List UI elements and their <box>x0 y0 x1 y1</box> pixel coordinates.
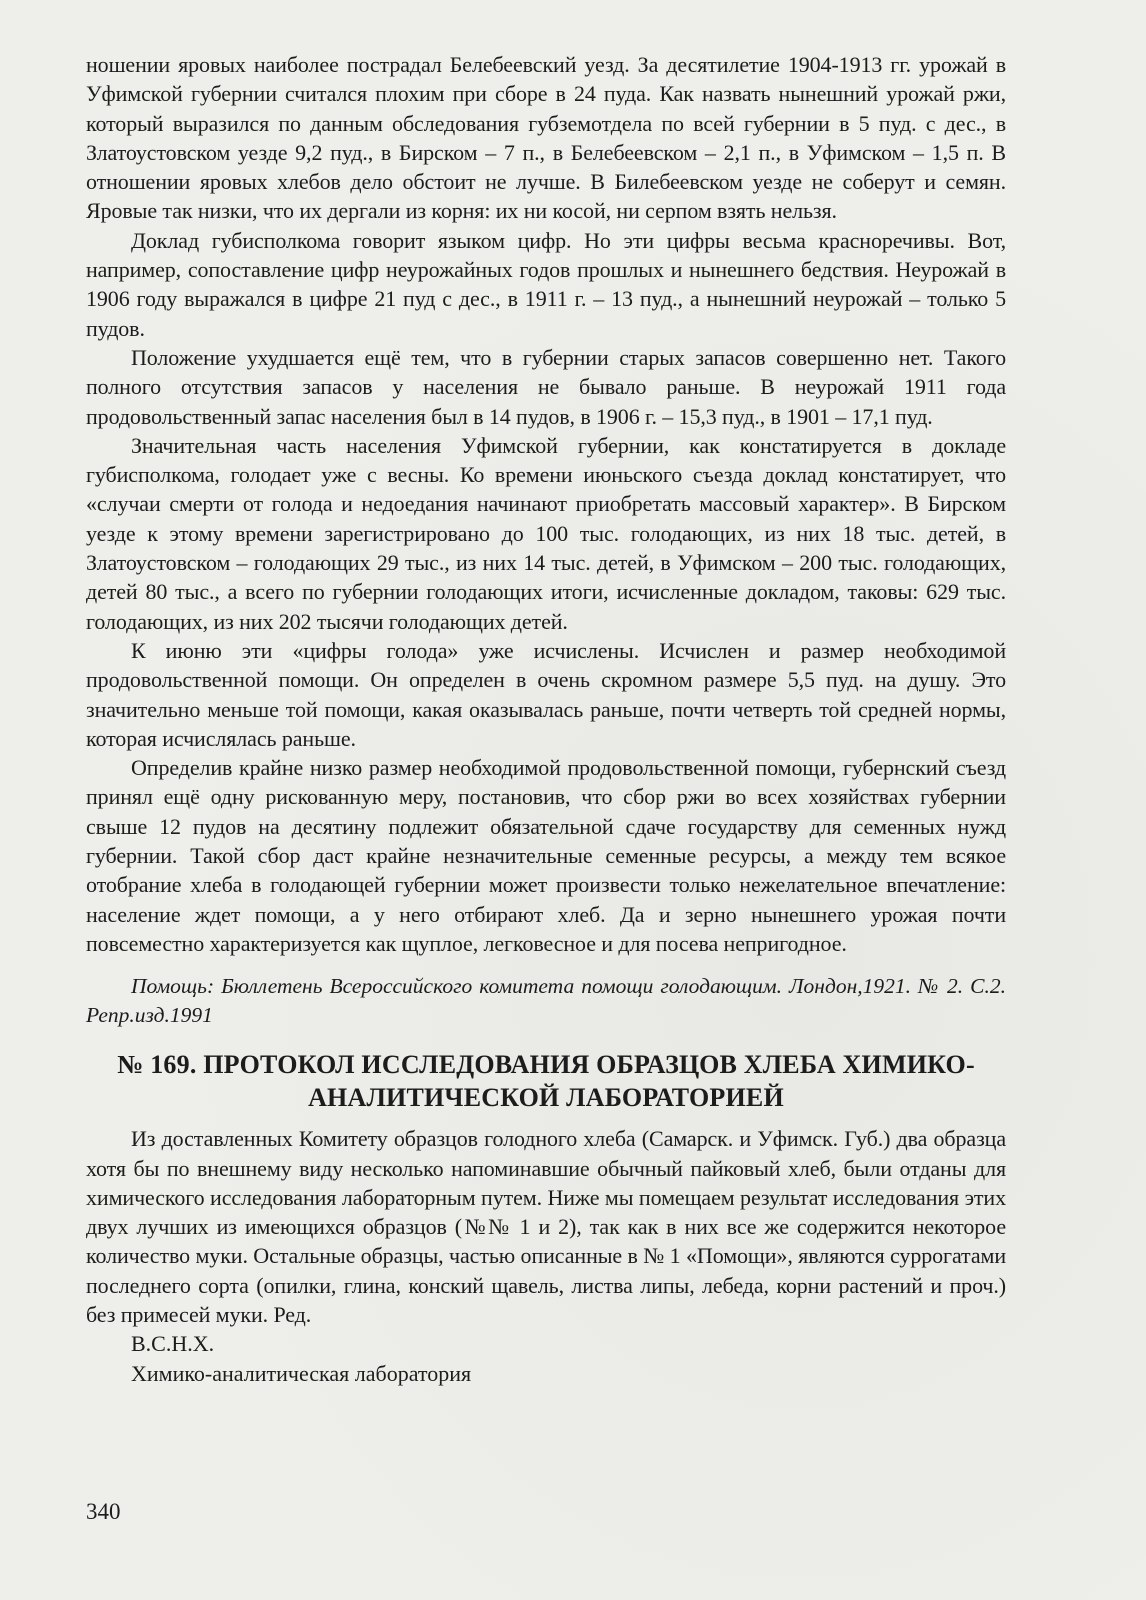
paragraph-starving-population: Значительная часть населения Уфимской губернии, как констатируется в докладе губисполкома, голодает уже с весны. Ко времени июньского съезда доклад констатирует, что «случаи смерти от голода и недоедания начинают приобретать массовый характер». В Бирском уезде к этому времени зарегистрировано до 100 тыс. голодающих, из них 18 тыс. детей, в Златоустовском – голодающих 29 тыс., из них 14 тыс. детей, в Уфимском – 200 тыс. голодающих, детей 80 тыс., а всего по губернии голодающих итоги, исчисленные докладом, таковы: 629 тыс. голодающих, из них 202 тысячи голодающих детей. <box>86 432 1006 634</box>
paragraph-food-aid: К июню эти «цифры голода» уже исчислены. Исчислен и размер необходимой продовольственной помощи. Он определен в очень скромном размере 5,5 пуд. на душу. Это значительно меньше той помощи, какая оказывалась раньше, почти четверть той средней нормы, которая исчислялась раньше. <box>86 637 1006 751</box>
signature-organization: Химико-аналитическая лаборатория <box>131 1360 472 1386</box>
page-number: 340 <box>86 1499 121 1524</box>
source-citation: Помощь: Бюллетень Всероссийского комитета помощи голодающим. Лондон,1921. № 2. С.2. Репр.изд.1991 <box>86 974 1006 1028</box>
paragraph-continuation: ношении яровых наиболее пострадал Белебеевский уезд. За десятилетие 1904-1913 гг. урожай в Уфимской губернии считался плохим при сборе в 24 пуда. Как назвать нынешний урожай ржи, который выразился по данным обследования губземотдела по всей губернии в 5 пуд. с дес., в Златоустовском уезде 9,2 пуд., в Бирском – 7 п., в Белебеевском – 2,1 п., в Уфимском – 1,5 п. В отношении яровых хлебов дело обстоит не лучше. В Билебеевском уезде не соберут и семян. Яровые так низки, что их дергали из корня: их ни косой, ни серпом взять нельзя. <box>86 52 1006 224</box>
paragraph-report-figures: Доклад губисполкома говорит языком цифр. Но эти цифры весьма красноречивы. Вот, например, сопоставление цифр неурожайных годов прошлых и нынешнего бедствия. Неурожай в 1906 году выражался в цифре 21 пуд с дес., в 1911 г. – 13 пуд., а нынешний неурожай – только 5 пудов. <box>86 227 1006 341</box>
paragraph-grain-requisition: Определив крайне низко размер необходимой продовольственной помощи, губернский съезд принял ещё одну рискованную меру, постановив, что сбор ржи во всех хозяйствах губернии свыше 12 пудов на десятину подлежит обязательной сдаче государству для семенных нужд губернии. Такой сбор даст крайне незначительные семенные ресурсы, а между тем всякое отобрание хлеба в голодающей губернии может произвести только нежелательное впечатление: население ждет помощи, а у него отбирают хлеб. Да и зерно нынешнего урожая почти повсеместно характеризуется как щуплое, легковесное и для посева непригодное. <box>86 755 1006 956</box>
document-title: № 169. ПРОТОКОЛ ИССЛЕДОВАНИЯ ОБРАЗЦОВ ХЛЕБА ХИМИКО-АНАЛИТИЧЕСКОЙ ЛАБОРАТОРИЕЙ <box>117 1050 975 1113</box>
signature-initials: В.С.Н.Х. <box>131 1331 215 1357</box>
paragraph-reserves: Положение ухудшается ещё тем, что в губернии старых запасов совершенно нет. Такого полного отсутствия запасов у населения не бывало раньше. В неурожай 1911 года продовольственный запас населения был в 14 пудов, в 1906 г. – 15,3 пуд., в 1901 – 17,1 пуд. <box>86 344 1006 429</box>
paragraph-lab-intro: Из доставленных Комитету образцов голодного хлеба (Самарск. и Уфимск. Губ.) два образца хотя бы по внешнему виду несколько напоминавшие обычный пайковый хлеб, были отданы для химического исследования лабораторным путем. Ниже мы помещаем результат исследования этих двух лучших из имеющихся образцов (№№ 1 и 2), так как в них все же содержится некоторое количество муки. Остальные образцы, частью описанные в № 1 «Помощи», являются суррогатами последнего сорта (опилки, глина, конский щавель, листва липы, лебеда, корни растений и проч.) без примесей муки. Ред. <box>86 1126 1006 1327</box>
